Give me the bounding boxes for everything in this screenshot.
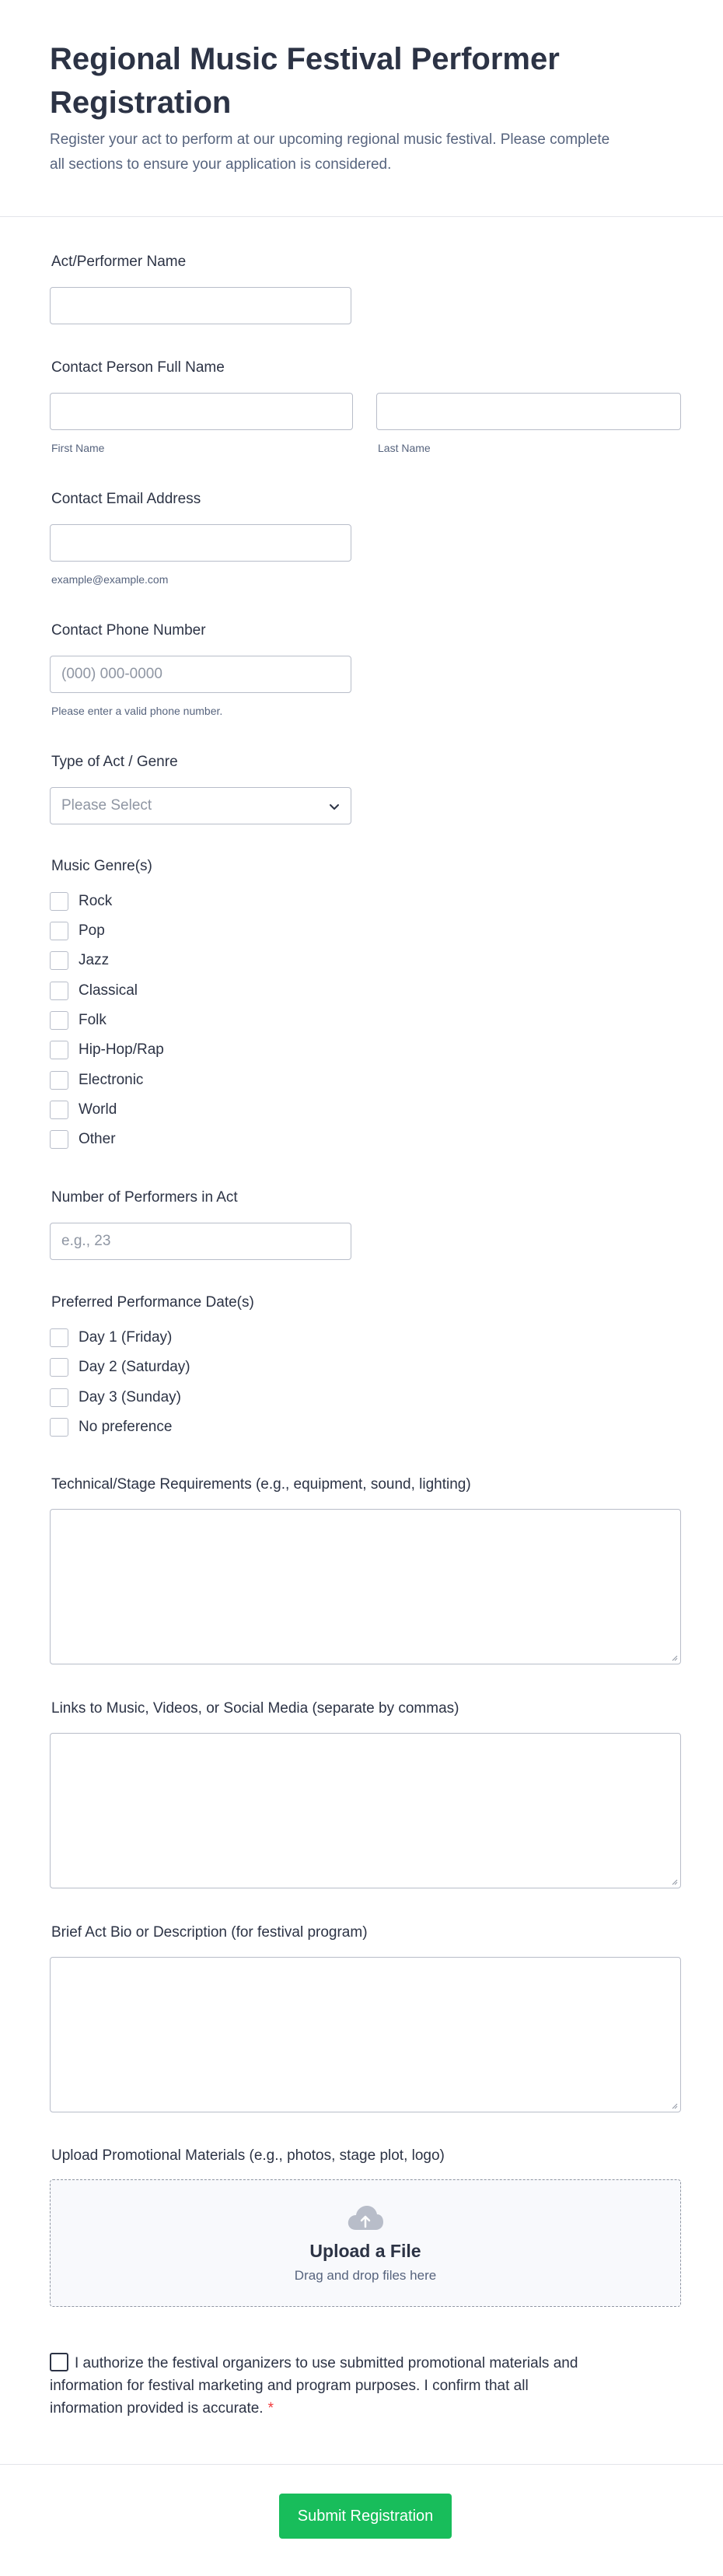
first-name-sublabel: First Name (51, 442, 105, 454)
checkbox[interactable] (50, 922, 68, 940)
links-textarea[interactable] (50, 1733, 681, 1888)
required-mark: * (267, 2400, 274, 2417)
act-name-label: Act/Performer Name (51, 254, 187, 270)
resize-grip-icon[interactable] (670, 2102, 678, 2109)
act-name-input[interactable] (50, 287, 351, 324)
phone-label: Contact Phone Number (51, 622, 206, 639)
last-name-sublabel: Last Name (378, 442, 431, 454)
page-title: Regional Music Festival Performer Registration (50, 42, 560, 120)
checkbox[interactable] (50, 1418, 68, 1437)
checkbox[interactable] (50, 1101, 68, 1119)
email-input[interactable] (50, 524, 351, 562)
page-description: Register your act to perform at our upcoming regional music festival. Please complete all sections to ensure your application is considered. (50, 131, 610, 173)
phone-input[interactable] (50, 656, 351, 693)
consent-field (50, 2352, 594, 2420)
checkbox[interactable] (50, 1328, 68, 1347)
submit-button[interactable]: Submit Registration (279, 2494, 452, 2539)
phone-placeholder: (000) 000-0000 (61, 666, 162, 682)
technical-label: Technical/Stage Requirements (e.g., equipment, sound, lighting) (51, 1476, 471, 1493)
performers-label: Number of Performers in Act (51, 1189, 238, 1206)
act-type-placeholder: Please Select (61, 797, 152, 814)
last-name-input[interactable] (376, 393, 681, 430)
genre-option-hiphop[interactable]: Hip-Hop/Rap (50, 1040, 164, 1060)
checkbox[interactable] (50, 1011, 68, 1030)
bio-textarea[interactable] (50, 1957, 681, 2112)
performers-placeholder: e.g., 23 (61, 1233, 111, 1249)
consent-checkbox[interactable] (50, 2353, 68, 2371)
resize-grip-icon[interactable] (670, 1878, 678, 1885)
date-option-day1[interactable]: Day 1 (Friday) (50, 1328, 172, 1348)
genre-option-rock[interactable]: Rock (50, 891, 112, 912)
upload-title: Upload a File (309, 2240, 421, 2261)
upload-subtitle: Drag and drop files here (294, 2267, 437, 2283)
bio-label: Brief Act Bio or Description (for festival program) (51, 1924, 368, 1941)
upload-label: Upload Promotional Materials (e.g., photos, stage plot, logo) (51, 2147, 445, 2164)
resize-grip-icon[interactable] (670, 1654, 678, 1661)
dates-label: Preferred Performance Date(s) (51, 1294, 254, 1311)
chevron-down-icon (327, 800, 341, 814)
genre-option-world[interactable]: World (50, 1100, 117, 1120)
contact-name-label: Contact Person Full Name (51, 359, 225, 376)
checkbox[interactable] (50, 1358, 68, 1377)
genre-option-jazz[interactable]: Jazz (50, 950, 109, 971)
genre-option-pop[interactable]: Pop (50, 921, 105, 941)
checkbox[interactable] (50, 892, 68, 911)
checkbox[interactable] (50, 1041, 68, 1059)
footer-divider (0, 2464, 723, 2465)
checkbox[interactable] (50, 982, 68, 1000)
links-label: Links to Music, Videos, or Social Media (separate by commas) (51, 1700, 459, 1717)
file-upload-dropzone[interactable] (50, 2179, 681, 2307)
checkbox[interactable] (50, 1130, 68, 1149)
email-sublabel: example@example.com (51, 573, 169, 586)
checkbox[interactable] (50, 1388, 68, 1407)
technical-textarea[interactable] (50, 1509, 681, 1664)
date-option-no-preference[interactable]: No preference (50, 1417, 172, 1437)
first-name-input[interactable] (50, 393, 353, 430)
cloud-upload-icon (347, 2203, 384, 2231)
date-option-day3[interactable]: Day 3 (Sunday) (50, 1388, 181, 1408)
performers-input[interactable] (50, 1223, 351, 1260)
checkbox[interactable] (50, 1071, 68, 1090)
checkbox[interactable] (50, 951, 68, 970)
genre-option-folk[interactable]: Folk (50, 1010, 107, 1031)
email-label: Contact Email Address (51, 491, 201, 507)
phone-sublabel: Please enter a valid phone number. (51, 705, 223, 717)
act-type-select[interactable] (50, 787, 351, 824)
genre-option-other[interactable]: Other (50, 1129, 116, 1150)
genres-label: Music Genre(s) (51, 858, 152, 874)
act-type-label: Type of Act / Genre (51, 754, 178, 770)
genre-option-classical[interactable]: Classical (50, 981, 138, 1001)
form-header (0, 0, 723, 217)
date-option-day2[interactable]: Day 2 (Saturday) (50, 1357, 190, 1377)
consent-text: I authorize the festival organizers to use submitted promotional materials and information for festival marketing and program purposes. I confirm that all information provided is accurate. (50, 2355, 578, 2417)
genre-option-electronic[interactable]: Electronic (50, 1070, 143, 1090)
